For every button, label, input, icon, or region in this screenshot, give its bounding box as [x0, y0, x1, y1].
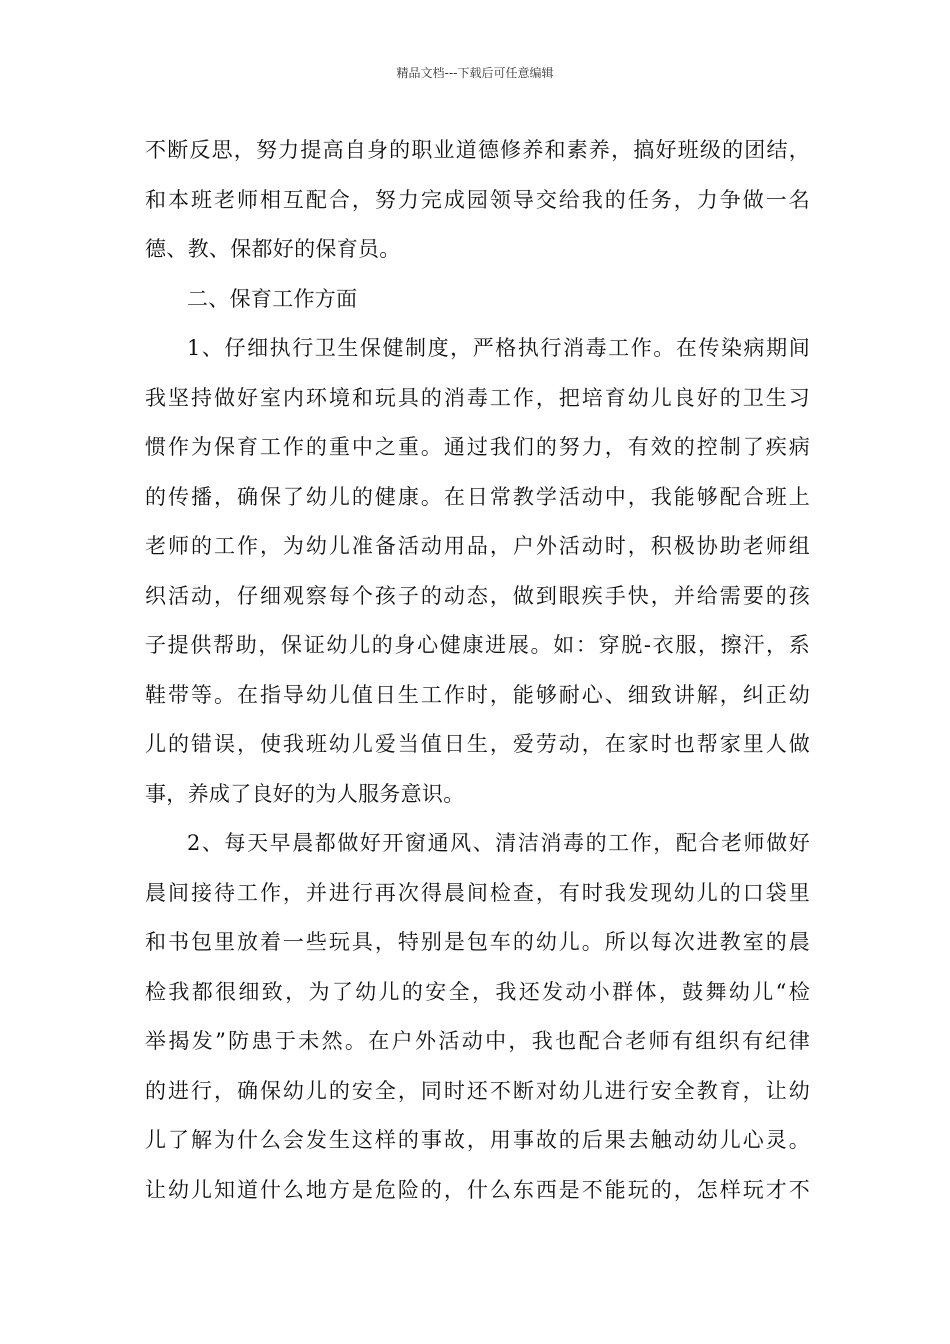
text-line: 1、仔细执行卫生保健制度，严格执行消毒工作。在传染病期间 [187, 336, 810, 360]
text-line: 2、每天早晨都做好开窗通风、清洁消毒的工作，配合老师做好 [187, 831, 810, 855]
text-line: 儿了解为什么会发生这样的事故，用事故的后果去触动幼儿心灵。 [145, 1128, 810, 1152]
text-line: 德、教、保都好的保育员。 [145, 237, 401, 261]
text-line: 晨间接待工作，并进行再次得晨间检查，有时我发现幼儿的口袋里 [145, 880, 810, 905]
text-line: 举揭发”防患于未然。在户外活动中，我也配合老师有组织有纪律 [145, 1029, 810, 1053]
text-line: 鞋带等。在指导幼儿值日生工作时，能够耐心、细致讲解，纠正幼 [145, 682, 810, 707]
text-line: 检我都很细致，为了幼儿的安全，我还发动小群体，鼓舞幼儿“检 [145, 979, 810, 1004]
text-line: 和书包里放着一些玩具，特别是包车的幼儿。所以每次进教室的晨 [145, 930, 810, 954]
page-header: 精品文档---下载后可任意编辑 [396, 66, 554, 80]
text-line: 织活动，仔细观察每个孩子的动态，做到眼疾手快，并给需要的孩 [145, 583, 810, 608]
body-text [145, 126, 810, 1215]
text-line: 的传播，确保了幼儿的健康。在日常教学活动中，我能够配合班上 [145, 484, 810, 509]
text-line: 惯作为保育工作的重中之重。通过我们的努力，有效的控制了疾病 [145, 435, 810, 459]
text-line: 不断反思，努力提高自身的职业道德修养和素养，搞好班级的团结， [145, 138, 810, 162]
text-line: 事，养成了良好的为人服务意识。 [145, 781, 465, 806]
text-line: 老师的工作，为幼儿准备活动用品，户外活动时，积极协助老师组 [145, 534, 810, 558]
text-line: 儿的错误，使我班幼儿爱当值日生，爱劳动，在家时也帮家里人做 [145, 732, 810, 756]
section-heading: 二、保育工作方面 [187, 286, 358, 311]
text-line: 我坚持做好室内环境和玩具的消毒工作，把培育幼儿良好的卫生习 [145, 385, 810, 410]
text-line: 和本班老师相互配合，努力完成园领导交给我的任务，力争做一名 [145, 187, 810, 212]
text-line: 让幼儿知道什么地方是危险的，什么东西是不能玩的，怎样玩才不 [145, 1177, 810, 1202]
text-line: 子提供帮助，保证幼儿的身心健康进展。如：穿脱-衣服，擦汗，系 [145, 633, 810, 657]
text-line: 的进行，确保幼儿的安全，同时还不断对幼儿进行安全教育，让幼 [145, 1078, 810, 1103]
